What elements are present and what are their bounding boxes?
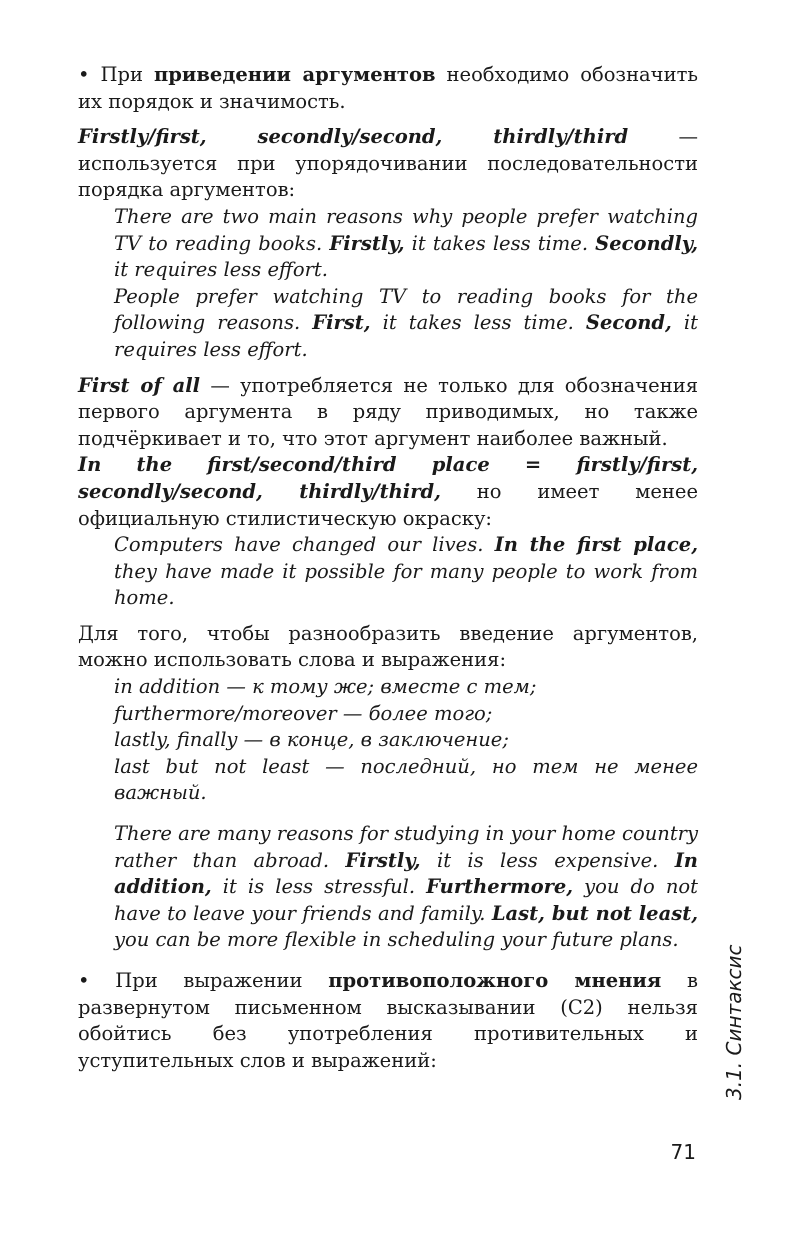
example-keyword: Furthermore, xyxy=(426,875,574,899)
example-2 xyxy=(78,284,698,364)
example-text: it is less stressful. xyxy=(211,875,427,899)
bullet-text: • При выражении xyxy=(78,969,329,992)
example-3 xyxy=(78,532,698,612)
example-keyword: Last, but not least, xyxy=(491,901,698,925)
list-item: last but not least — последний, но тем не менее важный. xyxy=(114,754,698,805)
example-text: it takes less time. xyxy=(404,231,596,255)
section-label: 3.1. Синтаксис xyxy=(722,944,746,1100)
paragraph-text: но имеет менее официальную стилистическую окраску: xyxy=(78,479,699,530)
example-text: There are two main reasons why people prefer watching TV to reading books. xyxy=(114,204,698,255)
term-in-the-first-place: In the first/second/third place = firstly/first, secondly/second, thirdly/third, xyxy=(78,453,698,503)
example-text: they have made it possible for many people to work from home. xyxy=(114,559,698,610)
example-keyword: Firstly, xyxy=(329,231,405,255)
paragraph-text: — используется при упорядочивании последовательности порядка аргументов: xyxy=(78,125,699,202)
example-text: you do not have to leave your friends and family. xyxy=(114,875,698,925)
example-text: it requires less effort. xyxy=(114,258,328,282)
example-text: you can be more flexible in scheduling your future plans. xyxy=(114,928,679,952)
paragraph-text: в развернутом письменном высказывании (С2) нельзя обойтись без употребления противительных и уступительных слов и выражений: xyxy=(78,969,698,1072)
paragraph-text: — употребляется не только для обозначения первого аргумента в ряду приводимых, но также подчёркивает и то, что этот аргумент наиболее важный. xyxy=(78,373,699,450)
term-firstly: Firstly/first, secondly/second, thirdly/third xyxy=(78,125,629,149)
example-text: it takes less time. xyxy=(370,311,586,335)
example-text: People prefer watching TV to reading books for the following reasons. xyxy=(114,284,698,335)
list-item: in addition — к тому же; вместе с тем; xyxy=(114,675,537,699)
example-text: it is less expensive. xyxy=(420,848,675,872)
term-first-of-all: First of all xyxy=(78,373,201,397)
example-keyword: Secondly, xyxy=(595,231,698,255)
paragraph-in-the-first-place xyxy=(78,452,698,532)
list-item: furthermore/moreover — более того; xyxy=(114,701,493,725)
bold-term: приведении аргументов xyxy=(154,63,436,86)
page-body xyxy=(78,62,698,1074)
paragraph-opposing-opinion xyxy=(78,968,698,1074)
example-keyword: First, xyxy=(312,311,371,335)
example-keyword: In the first place, xyxy=(494,533,698,557)
list-item: lastly, finally — в конце, в заключение; xyxy=(114,728,509,752)
page-number: 71 xyxy=(670,1140,696,1164)
example-text: it requires less effort. xyxy=(114,311,698,361)
paragraph-text: необходимо обозначить их порядок и значимость. xyxy=(78,63,698,113)
paragraph-firstly xyxy=(78,124,698,204)
example-text: Computers have changed our lives. xyxy=(114,533,495,557)
example-text: There are many reasons for studying in your home country rather than abroad. xyxy=(114,822,698,872)
bullet-text: • При xyxy=(78,63,155,86)
paragraph-variety: Для того, чтобы разнообразить введение аргументов, можно использовать слова и выражения: xyxy=(78,621,698,672)
example-keyword: In addition, xyxy=(114,848,698,899)
example-4 xyxy=(78,821,698,954)
paragraph-arguments-intro xyxy=(78,62,698,115)
example-1 xyxy=(78,204,698,284)
example-keyword: Second, xyxy=(585,311,672,335)
example-keyword: Firstly, xyxy=(345,848,421,872)
paragraph-first-of-all xyxy=(78,373,698,453)
bold-term: противоположного мнения xyxy=(328,969,662,992)
